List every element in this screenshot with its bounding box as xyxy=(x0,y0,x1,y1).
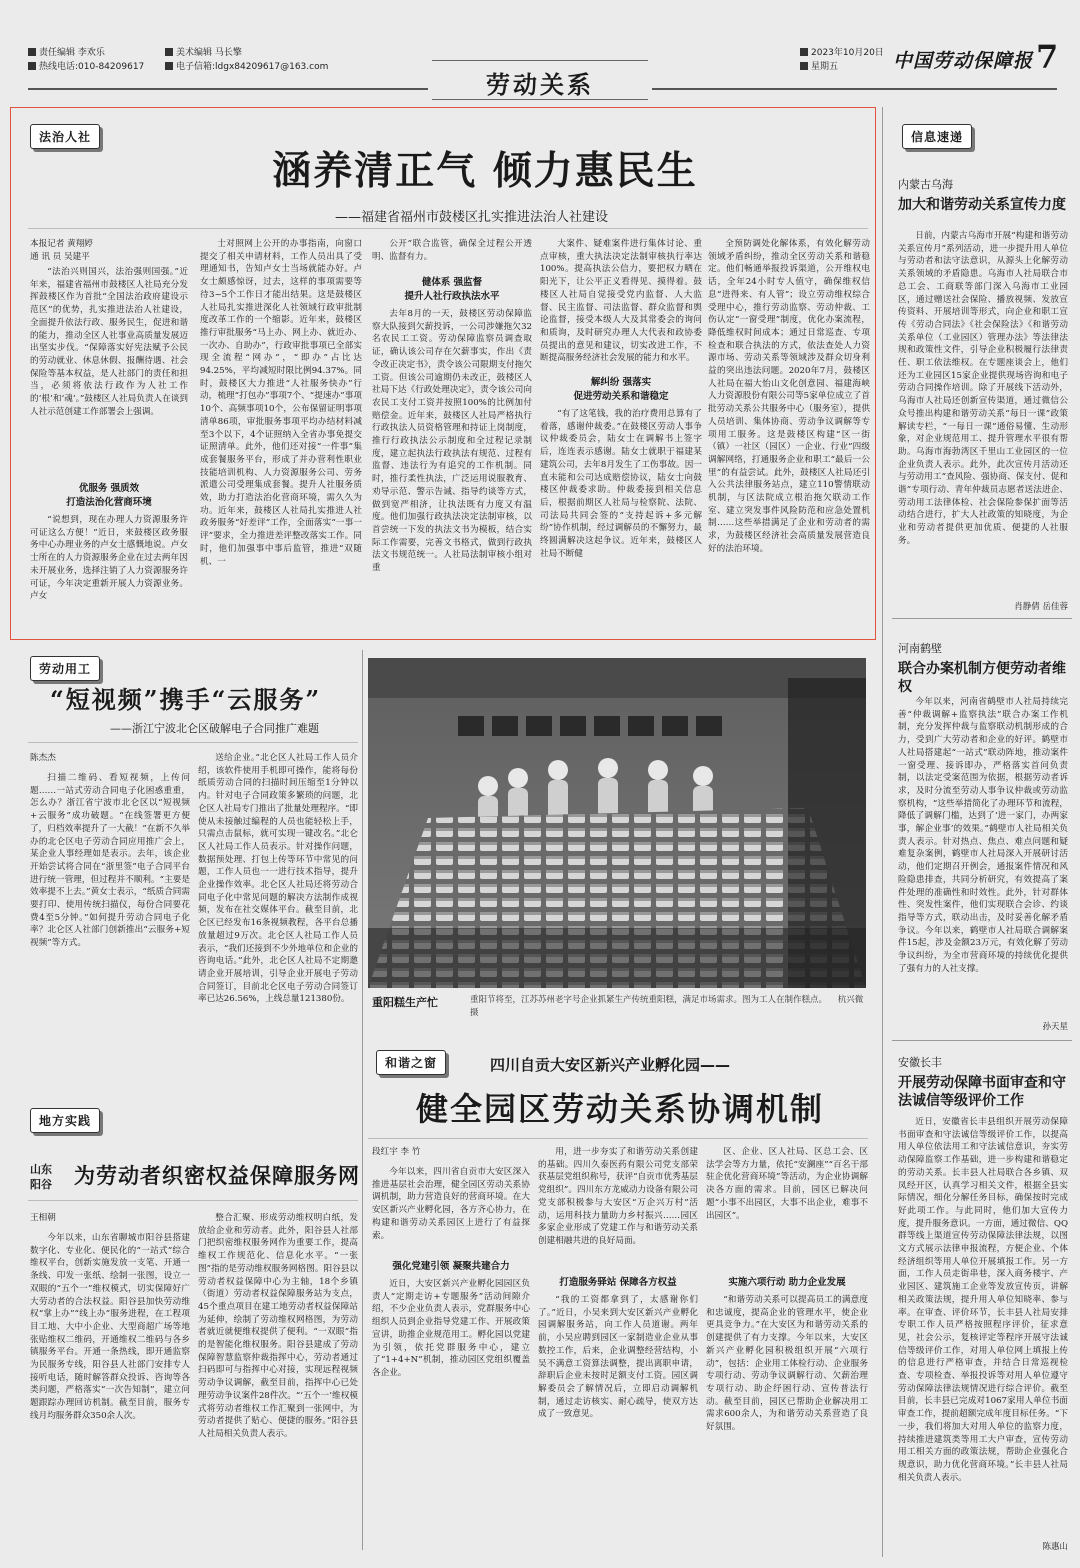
email-line: 电子信箱:ldgx84209617@163.com xyxy=(176,62,329,72)
side3-sign: 陈惠山 xyxy=(1042,1542,1068,1552)
section-title: 劳动关系 xyxy=(486,70,594,99)
column-divider xyxy=(28,742,358,743)
paper-name: 中国劳动保障报 xyxy=(893,50,1034,72)
news-photo xyxy=(368,658,866,988)
masthead-rule xyxy=(28,88,428,90)
bullet-square-icon xyxy=(165,62,173,70)
main-headline: 涵养清正气 倾力惠民生 xyxy=(272,148,698,194)
article2-subtitle: ——浙江宁波北仑区破解电子合同推广难题 xyxy=(110,722,319,735)
side2-sign: 孙天星 xyxy=(1042,1022,1068,1032)
main-col3-subhead xyxy=(372,274,532,302)
article2-col1: 扫描二维码、看短视频，上传问题……一站式劳动合同电子化困惑重重，怎么办？浙江省宁波市北仑区以“短视频+云服务”成功破题。“在线签署更方便了，归档效率提升了一大截！”在新不久举办的北仑区电子劳动合同应用推广会上，某企业人事经理如是表示。去年，该企业开始尝试将合同在“浙里签”电子合同平台进行统一管理，但过程并不顺利。“主要是效率提不上去。”黄女士表示，“纸质合同需要打印、使用传统扫描仪，每份合同要花费4至5分钟。”如何提升劳动合同电子化率？北仑区人社部门创新推出“云服务+短视频”等方式。 xyxy=(30,773,190,949)
masthead-rule xyxy=(652,88,1057,90)
main-col3b: 去年8月的一天，鼓楼区劳动保障监察大队接到欠薪投诉，一公司涉嫌拖欠32名农民工工资。劳动保障监察员调查取证，确认该公司存在欠薪事实，作出《责令改正决定书》，责令该公司限期支付拖欠工资。但该公司逾期仍未改正，鼓楼区人社局下达《行政处理决定》，责令该公司向农民工支付工资并按照100%的比例加付赔偿金。近年来，鼓楼区人社局严格执行行政执法人员资格管理和持证上岗制度，推行行政执法公示制度和全过程记录制度，建立起执法行政执法有规范、过程有监督、违法行为有追究的工作机制。同时，推行柔性执法，广泛运用说服教育、劝导示范、警示告诫、指导约谈等方式，做到宽严相济，让执法既有力度又有温度。他们加强行政执法决定法制审核，以首尝统一下发的执法文书为模板，结合实际工作需要，完善文书格式，做到行政执法文书规范统一。人社局法制审核小组对重 xyxy=(372,309,532,574)
sidebar-item-divider xyxy=(892,1040,1072,1041)
article3-col3b: “和谐劳动关系可以提高员工的满意度和忠诚度，提高企业的管理水平，使企业更具竞争力。”在大安区为和谐劳动关系的创建提供了有力支撑。今年以来，大安区新兴产业孵化园积极组织开展“六项行动”，包括：企业用工体检行动、企业服务专项行动、劳动争议调解行动、欠薪治理专项行动、助企纾困行动、宣传普法行动。截至目前，园区已帮助企业解决用工需求600余人，为和谐劳动关系营造了良好氛围。 xyxy=(706,1295,868,1433)
main-col4: 大案件、疑难案件进行集体讨论、重点审核，重大执法决定法制审核执行率达100%。提高执法公信力，要把权力晒在阳光下，让公平正义看得见、摸得着。鼓楼区人社局自觉接受党内监督、人大监督、民主监督、司法监督、群众监督和舆论监督，接受本级人大及其常委会的询问和质询，及时研究办理人大代表和政协委员提出的意见和建议，切实改进工作，不断提高服务经济社会发展的能力和水平。 xyxy=(540,239,702,364)
masthead-mid xyxy=(165,46,365,74)
main-col3: 公开”联合监管，确保全过程公开透明、监督有力。 xyxy=(372,239,532,262)
correspondent-name: 通 讯 员 吴建平 xyxy=(30,252,90,262)
article2-col2: 送给企业。”北仑区人社局工作人员介绍，该软件使用手机即可操作，能将每份纸质劳动合同的扫描时间压缩至1分钟以内。针对电子合同政策多繁琐的问题，北仑区人社局专门推出了批量处理程序。“即使从未接触过编程的人员也能轻松上手，只需点击鼠标，就可实现一键改名。”北仑区人社局工作人员表示。针对操作问题，数据预处理、打包上传等环节中常见的问题，工作人员也一一进行技术指导，提升企业操作效率。北仑区人社局还将劳动合同电子化中常见问题的解决方法制作成视频，发布在社交媒体平台。截至目前，北仑区已经发布16条视频教程，各平台总播放量超过9万次。北仑区人社局工作人员表示，“我们还接到不少外地单位和企业的咨询电话。”此外，北仑区人社局不定期邀请企业开展培训，引导企业开展电子劳动合同签订，目前北仑区电子劳动合同签订率已达26.56%，上线总量121380份。 xyxy=(198,753,358,1005)
section-title-box xyxy=(432,60,648,100)
article2-headline: “短视频”携手“云服务” xyxy=(50,685,322,714)
photo-credit: 杭兴微 摄 xyxy=(470,995,864,1018)
bullet-square-icon xyxy=(28,48,36,56)
masthead-left xyxy=(28,46,148,74)
column-divider xyxy=(368,1138,868,1139)
side3-location: 安徽长丰 xyxy=(898,1056,942,1069)
main-col4b: “有了这笔钱，我的治疗费用总算有了着落，感谢仲裁委。”在鼓楼区劳动人事争议仲裁委员会，陆女士在调解书上签字后，连连表示感谢。陆女士就职于福建某建筑公司，去年8月发生了工伤事故。因一直未能和公司达成赔偿协议，陆女士向鼓楼区仲裁委求助。仲裁委接到相关信息后，根据前期区人社局与检察院、法院、司法局共同会签的“支持起诉+多元解纷”协作机制，经过调解员的不懈努力，最终圆满解决这起争议。近年来，鼓楼区人社局不断健 xyxy=(540,409,702,559)
main-col4-subhead xyxy=(540,374,702,402)
section-tag: 地方实践 xyxy=(30,1108,100,1133)
sidebar-tag: 信息速递 xyxy=(902,124,972,149)
side1-body: 日前，内蒙古乌海市开展“构建和谐劳动关系宣传月”系列活动，进一步提升用人单位与劳动者和法守法意识，从源头上化解劳动关系领域的矛盾隐患。乌海市人社局联合市总工会、工商联等部门深入乌海市工业园区，通过赠送社会保险、播放视频、发放宣传资料、开展培训等形式，向企业和职工宣传《劳动合同法》《社会保险法》《和谐劳动关系单位（工业园区）管理办法》等法律法规和政策性文件，引导企业积极履行法律责任、职工依法维权。在专题座谈会上，他们还为工业园区15家企业提供现场咨询和电子劳动合同操作培训。除了开展线下活动外，乌海市人社局还创新宣传渠道，通过微信公众号推出构建和谐劳动关系“每日一课”政策解读专栏，“一每日一课”通俗易懂、生动形象，对企业规范用工、提升管理水平很有帮助。乌海市海勃湾区千里山工业园区的一位企业负责人表示。此外，此次宣传月活动还与劳动用工“查风险、强协商、保支付、促和谐”专项行动、青年仲裁员志愿者送法进企、劳动用工法律体检、社会保险参保扩面等活动结合进行，扩大人社政策的知晓度，为企业和劳动者提供更加优质、便捷的人社服务。 xyxy=(898,231,1068,546)
column-divider xyxy=(362,650,363,1550)
article3-col1b: 近日，大安区新兴产业孵化园园区负责人“定期走访+专题服务”活动间隙介绍，不少企业负责人表示，党群服务中心组织人员到企业指导党建工作、开展政策宣讲，助推企业规范用工。孵化园以党建为引领，依托党群服务中心，建立了“1+4+N”机制，推动园区党组织覆盖各企业。 xyxy=(372,1279,530,1378)
page-number: 7 xyxy=(1036,38,1059,76)
date-text: 2023年10月20日 xyxy=(811,48,884,58)
bullet-square-icon xyxy=(800,48,808,56)
pastry-factory-photo xyxy=(368,658,866,988)
hotline-line: 热线电话:010-84209617 xyxy=(39,62,145,72)
side2-location: 河南鹤壁 xyxy=(898,642,942,655)
article3-col1: 今年以来，四川省自贡市大安区深入推进基层社会治理，健全园区劳动关系协调机制，助力营造良好的营商环境。在大安区新兴产业孵化园，各方齐心协力，在构建和谐劳动关系园区上进行了有益探索。 xyxy=(372,1167,530,1241)
main-subtitle: ——福建省福州市鼓楼区扎实推进法治人社建设 xyxy=(335,210,609,225)
article3-byline: 段红宇 李 竹 xyxy=(372,1147,421,1157)
main-col2: 士对照网上公开的办事指南，向窗口提交了相关申请材料，工作人员出具了受理通知书，告知卢女士当场就能办好。卢女士颇感惊讶，过去，这样的事项需要等待3~5个工作日才能出结果。这是鼓楼区人社局扎实推进深化人社领域行政审批制度改革工作的一个缩影。近年来，鼓楼区推行审批服务“马上办、网上办、就近办、一次办、自助办”，行政审批事项已全部实现全流程“网办”，“即办”占比达94.25%，平均减短时限比例94.37%。同时，鼓楼区大力推进“人社服务快办”行动，梳理“打包办”事项7个、“提速办”事项10个、高频事项10个，公布保留证明事项清单86项，审批服务事项平均办结材料减至3个以下，4个证照纳入全省办事免提交证照清单。此外，他们还对接“一件事”集成套餐服务平台，形成了并办营利性职业技能培训机构、人力资源服务公司、劳务派遣公司受理集成套餐。提升人社服务质效，助力打造法治化营商环境，需久久为功。近年来，鼓楼区人社局扎实推进人社政务服务“好差评”工作，全面落实“一事一评”要求，全力推进差评整改落实工作。同时，他们加强事中事后监管，推进“双随机、一 xyxy=(200,239,362,567)
art-editor-line: 美术编辑 马长擎 xyxy=(176,48,242,58)
sidebar-divider xyxy=(882,107,883,1557)
main-col5: 全预防调处化解体系，有效化解劳动领域矛盾纠纷，推动全区劳动关系和谐稳定。他们畅通举报投诉渠道，公开维权电话，全年24小时专人值守，确保维权信息“进得来、有人管”；设立劳动维权综合受理中心，推行劳动监察、劳动仲裁、工伤认定“一窗受理”制度，优化办案流程，降低维权时间成本；通过日常巡查、专项检查和联合执法的方式，依法查处人力资源市场、劳动关系等领域涉及群众切身利益的突出违法问题。2020年7月，鼓楼区人社局在福大怡山文化创意园、福建海峡人力资源股份有限公司等5家单位成立了首批劳动关系公共服务中心（服务室），提供人员培训、集体协商、劳动争议调解等专项用工服务。这是鼓楼区构建“区一街（镇）一社区（园区）一企业、行业”四级调解网络，打通服务企业和职工“最后一公里”的有益尝试。此外，鼓楼区人社局还引入公共法律服务站点，建立110警情联动机制，与区法院成立根治拖欠联动工作室、建立突发事件风险防范和应急处置机制……这些举措满足了企业和劳动者的需求，为鼓楼区经济社会高质量发展营造良好的法治环境。 xyxy=(708,239,870,554)
article4-col2: 整合汇聚、形成劳动维权明白纸，发放给企业和劳动者。此外，阳谷县人社部门把织密维权服务网作为重要工作，提高维权工作规范化、信息化水平。“一张图”指的是劳动维权服务网格图。阳谷县以劳动者权益保障中心为主轴，18个乡镇（街道）劳动者权益保障服务站为支点，45个重点项目在建工地劳动者权益保障站为延伸，绘制了劳动维权网格图，为劳动者就近就便维权提供了便利。“一双眼”指的是智能化维权服务。阳谷县建成了劳动保障智慧监察仲裁指挥中心，劳动者通过扫码即可与指挥中心对接，实现远程视频劳动争议调解，截至目前，指挥中心已处理劳动争议案件28件次。“‘五个一’维权模式将劳动者维权工作汇聚到一张网中，为劳动者提供了贴心、便捷的服务。”阳谷县人社局相关负责人表示。 xyxy=(198,1213,358,1439)
subhead-text: 解纠纷 强落实 促进劳动关系和谐稳定 xyxy=(573,377,669,402)
section-tag: 和谐之窗 xyxy=(376,1050,446,1075)
side3-title: 开展劳动保障书面审查和守法诚信等级评价工作 xyxy=(898,1075,1066,1109)
side2-title: 联合办案机制方便劳动者维权 xyxy=(898,661,1066,695)
article3-kicker: 四川自贡大安区新兴产业孵化园—— xyxy=(490,1056,731,1074)
article3-col3: 区、企业、区人社局、区总工会、区法学会等方力量，依托“安澜座”“百名干部驻企优化营商环境”等活动，为企业协调解决各方面的需求。目前，园区已解决问题“小事不出园区，大事不出企业，难事不出园区”。 xyxy=(706,1147,868,1221)
side1-sign: 肖静倩 岳佳蓉 xyxy=(1014,602,1068,612)
article2-byline: 陈杰杰 xyxy=(30,753,56,763)
bullet-square-icon xyxy=(165,48,173,56)
reporter-name: 本报记者 黄翔婷 xyxy=(30,239,93,249)
side2-body: 今年以来，河南省鹤壁市人社局持续完善“仲裁调解+监察执法”联合办案工作机制，充分发挥仲裁与监察联动机制形成的合力，受到广大劳动者和企业的好评。鹤壁市人社局搭建起“一站式”联动阵地，推动案件一窗受理、接诉即办，严格落实首问负责制，以法定受案范围为依据，根据劳动者诉求，及时分流至劳动人事争议仲裁或劳动监察机构，“这些举措简化了办理环节和流程，降低了调解门槛，达到了‘进一家门，办两家事，解企业事’的效果。”鹤壁市人社局相关负责人表示。针对热点、焦点、难点问题和疑难复杂案例，鹤壁市人社局深入开展研讨活动，他们定期召开例会，通报案件情况和风险隐患排查，共同分析研究，有效提高了案件处理的准确性和时效性。此外，针对群体性、突发性案件，他们实现联合会诊、约谈指导等方式，联动出击，及时妥善化解矛盾争议。今年以来，鹤壁市人社局联合调解案件15起，涉及金额23万元，有效化解了劳动争议纠纷，为全市营商环境的持续优化提供了强有力的人社支撑。 xyxy=(898,697,1068,974)
article3-headline: 健全园区劳动关系协调机制 xyxy=(415,1090,824,1128)
side1-location: 内蒙古乌海 xyxy=(898,178,953,191)
column-divider xyxy=(28,1200,358,1201)
photo-caption xyxy=(470,994,866,1020)
article3-sub2: 打造服务驿站 保障各方权益 xyxy=(559,1277,677,1288)
masthead-date xyxy=(800,46,895,74)
article3-sub1: 强化党建引领 凝聚共建合力 xyxy=(392,1261,510,1272)
weekday-text: 星期五 xyxy=(811,62,839,72)
article4-headline: 为劳动者织密权益保障服务网 xyxy=(74,1163,360,1188)
article3-sub3: 实施六项行动 助力企业发展 xyxy=(728,1277,846,1288)
bullet-square-icon xyxy=(800,62,808,70)
main-col1: “法治兴则国兴，法治强则国强。”近年来，福建省福州市鼓楼区人社局充分发挥鼓楼区作为首批“全国法治政府建设示范区”的优势，扎实推进法治人社建设，全面提升依法行政、服务民生，促进和谐的能力，推动全区人社事业高质量发展迈出坚实步伐。“保障落实好宪法赋予公民的劳动就业、休息休假、报酬待遇、社会保险等基本权益，是人社部门的责任和担当，必须将依法行政作为人社工作的‘根’和‘魂’。”鼓楼区人社局负责人在谈到人社示范创建工作部署会上强调。 xyxy=(30,267,188,417)
article3-col2b: “我的工资都拿到了，太感谢你们了。”近日，小吴来到大安区新兴产业孵化园调解服务站，向工作人员道谢。两年前，小吴应聘到园区一家制造业企业从事数控工作，后来，企业调整经营结构，小吴不满意工资算法调整，提出离职申请，辞职后企业未按时足额支付工资。园区调解委员会了解情况后，立即启动调解机制，通过走访核实、耐心疏导，使双方达成了一致意见。 xyxy=(538,1295,698,1420)
sidebar-item-divider xyxy=(892,618,1072,619)
side3-body: 近日，安徽省长丰县组织开展劳动保障书面审查和守法诚信等级评价工作，以提高用人单位依法用工和守法诚信意识，夯实劳动保障监察工作基础，进一步构建和谐稳定的劳动关系。长丰县人社局联合各乡镇、双凤经开区，认真学习相关文件，根据全县实际情况，细化分解任务目标，确保按时完成好此项工作。与此同时，他们加大宣传力度，提升服务意识。一方面，通过微信、QQ群等线上渠道宣传劳动保障法律法规，以图文方式展示法律申报流程，方便企业、个体经济组织等用人单位开展填报工作。另一方面，工作人员走街串巷，深入商务楼宇、产业园区、建筑施工企业等发放宣传页，讲解相关政策法规，提升用人单位知晓率、参与率。在审查、评价环节，长丰县人社局安排专职工作人员严格按照程序评价，征求意见，社会公示，复核评定等程序开展守法诚信等级评价工作，对用人单位网上填报上传的信息进行严格审查，并结合日常巡视检查、专项检查、举报投诉等对用人单位遵守劳动保障法律法规情况进行综合评价。截至目前，长丰县已完成对1067家用人单位书面审查工作，提前超额完成年度目标任务。“下一步，我们将加大对用人单位的监察力度，持续推进建筑类等用工大户审查，宣传劳动用工相关方面的政策法规，帮助企业强化合规意识，助力优化营商环境。”长丰县人社局相关负责人表示。 xyxy=(898,1117,1068,1483)
article4-byline: 王相朝 xyxy=(30,1213,56,1223)
editor-line: 责任编辑 李欢乐 xyxy=(39,48,105,58)
location-line: 山东 xyxy=(30,1163,52,1176)
article3-col2: 用，进一步夯实了和谐劳动关系创建的基础。四川久泰医药有限公司党支部荣获基层党组织称号，获评“自贡市优秀基层党组织”。四川东方龙威动力设备有限公司党支部积极参与大安区“万企兴万村”活动，运用科技力量助力乡村振兴……园区多家企业形成了党建工作与和谐劳动关系创建相融共进的良好局面。 xyxy=(538,1147,698,1246)
bullet-square-icon xyxy=(28,62,36,70)
section-tag: 劳动用工 xyxy=(30,656,100,681)
main-col1b: “说想到，现在办理人力资源服务许可证这么方便！”近日，来鼓楼区政务服务中心办理业务的卢女士感慨地说。卢女士所在的人力资源服务企业在过去两年因未开展业务，选择注销了人力资源服务许可证，今年决定重新开展人力资源业务。卢女 xyxy=(30,515,188,602)
section-tag: 法治人社 xyxy=(30,124,100,149)
photo-caption-text: 重阳节将至，江苏苏州老字号企业抓紧生产传统重阳糕，满足市场需求。图为工人在制作糕点。 xyxy=(470,995,828,1005)
column-divider xyxy=(28,228,868,229)
location-line: 阳谷 xyxy=(30,1178,52,1191)
subhead-text: 优服务 强质效 打造法治化营商环境 xyxy=(66,483,152,508)
article4-location xyxy=(30,1162,52,1192)
article4-col1: 今年以来，山东省聊城市阳谷县搭建数字化、专业化、便民化的“一站式”综合维权平台，创新实施发放一支笔、开通一条线、印发一张纸、绘制一张图，设立一双眼的“五个一”维权模式，切实保障好广大劳动者的合法权益。阳谷县加快劳动维权“掌上办”“线上办”服务进程，在工程项目工地、大中小企业、大型商超广场等地张贴维权二维码，开通维权二维码与各乡镇服务平台。开通一条热线，即开通监察为民服务专线，阳谷县人社部门安排专人接听电话，随时解答群众投诉、咨询等各类问题，严格落实“一次告知制”，建立问题跟踪办理回访机制。截至目前，服务专线月均服务群众350余人次。 xyxy=(30,1233,190,1421)
main-col1-subhead xyxy=(30,480,188,508)
photo-label: 重阳糕生产忙 xyxy=(372,996,438,1009)
subhead-text: 健体系 强监督 提升人社行政执法水平 xyxy=(404,277,500,302)
main-byline xyxy=(30,238,180,264)
side1-title: 加大和谐劳动关系宣传力度 xyxy=(898,197,1066,213)
